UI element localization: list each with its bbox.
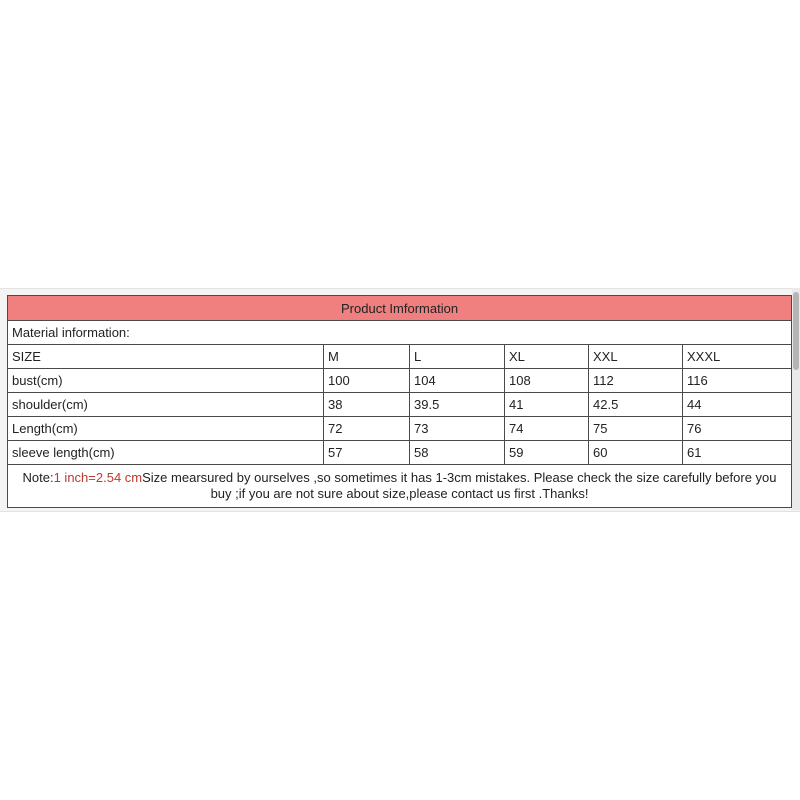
note-row — [8, 465, 792, 508]
table-cell: 112 — [589, 369, 683, 393]
table-cell: 42.5 — [589, 393, 683, 417]
product-information-table — [7, 295, 792, 508]
table-row — [8, 393, 792, 417]
table-cell: 73 — [410, 417, 505, 441]
table-row — [8, 441, 792, 465]
table-cell: 39.5 — [410, 393, 505, 417]
size-note — [8, 465, 792, 508]
material-information-label: Material information: — [8, 321, 792, 345]
row-label: shoulder(cm) — [8, 393, 324, 417]
header-cell: M — [324, 345, 410, 369]
table-cell: 60 — [589, 441, 683, 465]
table-cell: 58 — [410, 441, 505, 465]
inch-conversion-note: 1 inch=2.54 cm — [53, 470, 143, 485]
table-cell: 74 — [505, 417, 589, 441]
header-cell: XL — [505, 345, 589, 369]
table-row — [8, 417, 792, 441]
table-cell: 44 — [683, 393, 792, 417]
table-cell: 75 — [589, 417, 683, 441]
note-prefix: Note: — [22, 470, 54, 485]
table-cell: 61 — [683, 441, 792, 465]
table-row — [8, 369, 792, 393]
table-cell: 72 — [324, 417, 410, 441]
header-cell: XXL — [589, 345, 683, 369]
header-cell: L — [410, 345, 505, 369]
table-cell: 116 — [683, 369, 792, 393]
row-label: Length(cm) — [8, 417, 324, 441]
table-cell: 38 — [324, 393, 410, 417]
table-cell: 57 — [324, 441, 410, 465]
table-title-row — [8, 296, 792, 321]
header-cell: SIZE — [8, 345, 324, 369]
table-cell: 59 — [505, 441, 589, 465]
table-cell: 108 — [505, 369, 589, 393]
table-cell: 104 — [410, 369, 505, 393]
row-label: sleeve length(cm) — [8, 441, 324, 465]
scrollbar-thumb[interactable] — [793, 292, 799, 370]
header-cell: XXXL — [683, 345, 792, 369]
table-cell: 100 — [324, 369, 410, 393]
material-row — [8, 321, 792, 345]
table-cell: 76 — [683, 417, 792, 441]
table-cell: 41 — [505, 393, 589, 417]
table-title: Product Imformation — [8, 296, 792, 321]
vertical-scrollbar[interactable] — [792, 288, 800, 510]
row-label: bust(cm) — [8, 369, 324, 393]
note-text: Size mearsured by ourselves ,so sometimes it has 1-3cm mistakes. Please check the size carefully before you buy ;if you are not sure about size,please contact us first .Thanks! — [142, 470, 777, 501]
size-header-row — [8, 345, 792, 369]
